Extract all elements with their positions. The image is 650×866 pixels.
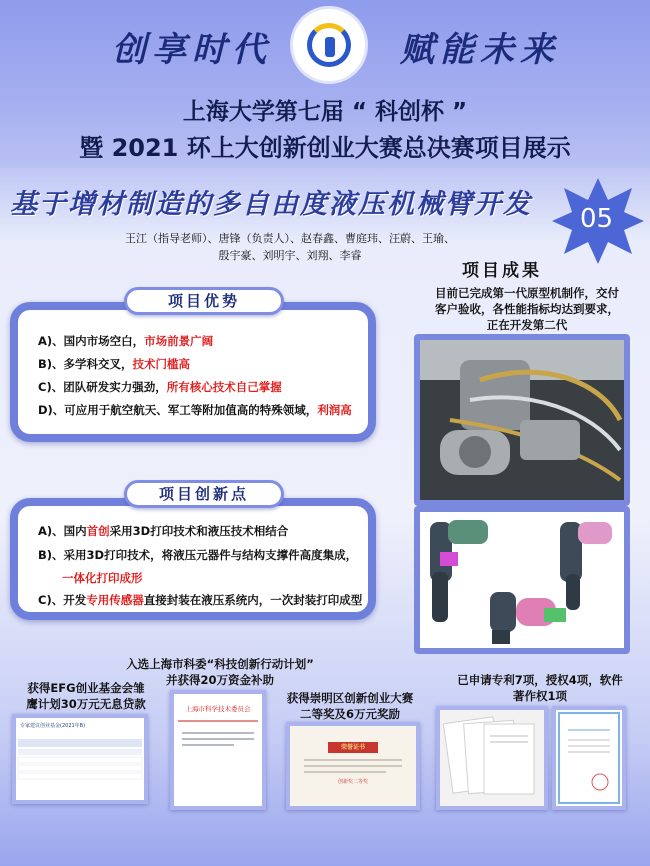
event-title-line2: 暨 2021 环上大创新创业大赛总决赛项目展示 xyxy=(79,134,571,162)
copyright-certificate-icon xyxy=(556,710,622,806)
chongming-caption-line1: 获得崇明区创新创业大赛 xyxy=(286,691,414,705)
patent-documents xyxy=(436,706,548,810)
team-members-line2: 殷宇豪、刘明宇、刘翔、李睿 xyxy=(218,249,362,262)
efg-caption-line2: 鹰计划30万元无息贷款 xyxy=(26,697,146,711)
slogan-right: 赋能未来 xyxy=(400,30,560,70)
science-doc-header: 上海市科学技术委员会 xyxy=(185,705,251,713)
results-line3: 正在开发第二代 xyxy=(486,318,568,332)
results-line2: 客户验收，各性能指标均达到要求， xyxy=(435,302,619,316)
project-title: 基于增材制造的多自由度液压机械臂开发 xyxy=(10,189,532,220)
advantage-item-c xyxy=(38,379,282,395)
event-title-line1: 上海大学第七届 “ 科创杯 ” xyxy=(182,99,468,125)
university-logo xyxy=(290,6,368,84)
innovation-b-highlight: 一体化打印成形 xyxy=(62,571,143,585)
advantage-d-text: D)、可应用于航空航天、军工等附加值高的特殊领域， xyxy=(38,403,318,417)
patent-caption-line2: 著作权1项 xyxy=(512,689,567,703)
innovation-a-highlight: 首创 xyxy=(86,524,110,538)
advantage-c-text: C)、团队研发实力强劲， xyxy=(38,380,167,394)
innovation-a-prefix: A)、国内 xyxy=(38,524,87,538)
hydraulic-arm-photo-icon xyxy=(420,340,624,500)
advantage-b-highlight: 技术门槛高 xyxy=(132,357,191,371)
prototype-photo xyxy=(414,334,630,506)
arm-model-render-icon xyxy=(420,512,624,648)
efg-doc-header: 专家建议创业基金(2021年B) xyxy=(20,723,86,729)
advantage-item-a xyxy=(38,333,213,349)
advantages-heading: 项目优势 xyxy=(124,287,284,315)
logo-core-icon xyxy=(325,37,335,57)
science-doc-lines-icon xyxy=(174,713,262,793)
advantage-d-highlight: 利润高 xyxy=(317,403,352,417)
advantage-item-d xyxy=(38,402,352,418)
science-caption-line2: 并获得20万资金补助 xyxy=(165,673,274,687)
results-line1: 目前已完成第一代原型机制作，交付 xyxy=(435,286,619,300)
advantage-c-highlight: 所有核心技术自己掌握 xyxy=(166,380,282,394)
efg-document xyxy=(12,714,148,804)
award-certificate xyxy=(286,722,420,810)
advantage-a-text: A)、国内市场空白， xyxy=(38,334,145,348)
certificate-lines-icon xyxy=(290,726,416,806)
header-banner xyxy=(0,0,650,168)
innovation-c-prefix: C)、开发 xyxy=(38,593,87,607)
innovation-heading: 项目创新点 xyxy=(124,480,284,508)
efg-doc-table-icon xyxy=(16,731,144,791)
results-heading: 项目成果 xyxy=(462,261,542,281)
patent-caption-line1: 已申请专利7项，授权4项，软件 xyxy=(457,673,623,687)
innovation-a-suffix: 采用3D打印技术和液压技术相结合 xyxy=(109,524,289,538)
innovation-item-a xyxy=(38,523,288,539)
efg-caption-line1: 获得EFG创业基金会雏 xyxy=(27,681,145,695)
slogan-left: 创享时代 xyxy=(112,30,272,70)
advantages-panel xyxy=(10,302,376,442)
patent-stack-icon xyxy=(440,710,544,806)
team-members-line1: 王江（指导老师）、唐锋（负责人）、赵春鑫、曹庭玮、汪蔚、王瑜、 xyxy=(125,232,455,245)
advantage-item-b xyxy=(38,356,190,372)
innovation-item-c xyxy=(38,592,362,608)
arm-render xyxy=(414,506,630,654)
innovation-item-b: B)、采用3D打印技术，将液压元器件与结构支撑件高度集成， xyxy=(38,548,358,562)
advantage-a-highlight: 市场前景广阔 xyxy=(144,334,214,348)
innovation-c-highlight: 专用传感器 xyxy=(86,593,144,607)
innovation-c-suffix: 直接封装在液压系统内，一次封装打印成型 xyxy=(143,593,363,607)
certificate-award: 创新奖二等奖 xyxy=(337,779,368,785)
project-number: 05 xyxy=(580,204,614,234)
advantage-b-text: B)、多学科交叉， xyxy=(38,357,133,371)
certificate-title: 荣誉证书 xyxy=(328,742,378,753)
chongming-caption-line2: 二等奖及6万元奖励 xyxy=(299,707,400,721)
science-caption-line1: 入选上海市科委“科技创新行动计划” xyxy=(126,657,314,671)
science-document xyxy=(170,690,266,810)
software-copyright-certificate xyxy=(552,706,626,810)
